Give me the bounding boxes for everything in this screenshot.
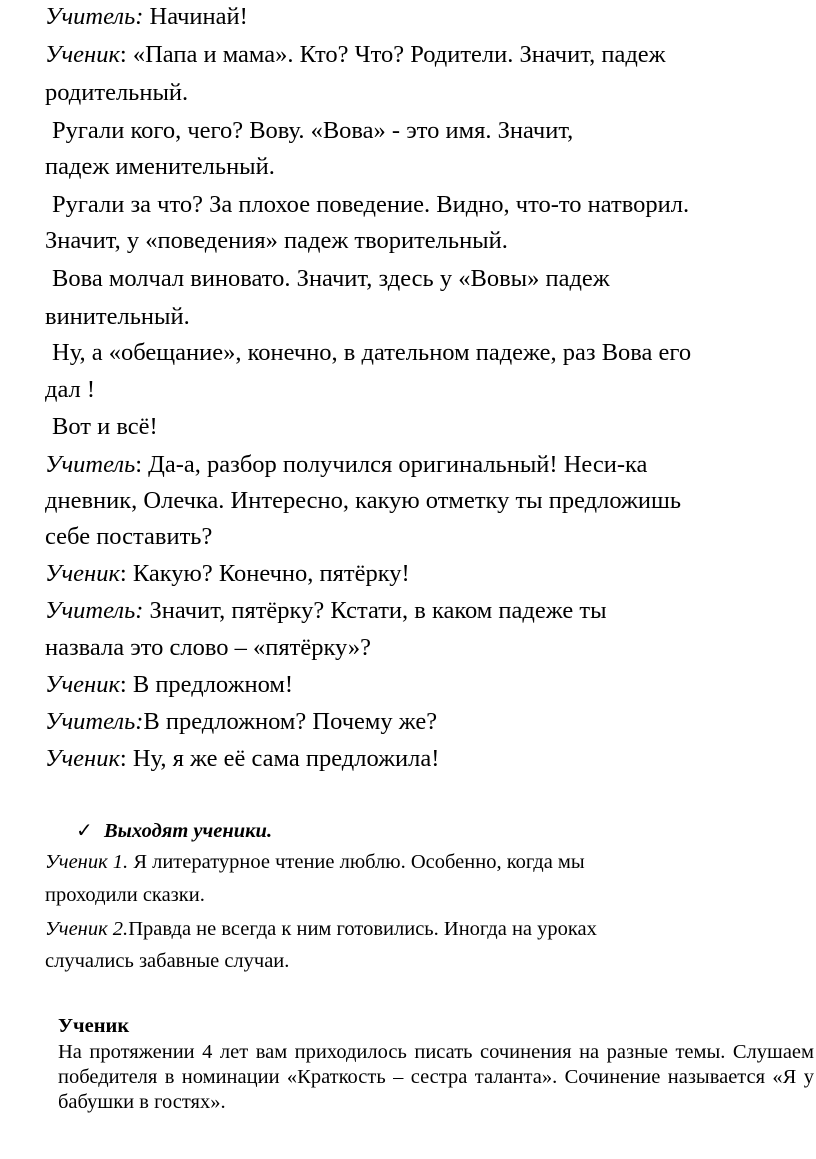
- line-text: дневник, Олечка. Интересно, какую отметку ты предложишь: [45, 487, 682, 514]
- line-text: : Ну, я же её сама предложила!: [119, 745, 440, 772]
- speaker-label: Ученик 2.: [45, 918, 129, 940]
- dialogue-line: [45, 522, 212, 552]
- line-text: случались забавные случаи.: [45, 950, 290, 972]
- line-text: : Какую? Конечно, пятёрку!: [119, 560, 410, 587]
- dialogue-line: [45, 375, 95, 405]
- final-paragraph: На протяжении 4 лет вам приходилось писать сочинения на разные темы. Слушаем победителя в номинации «Краткость – сестра таланта». Сочинение называется «Я у бабушки в гостях».: [58, 1041, 814, 1113]
- dialogue-line: [52, 190, 689, 220]
- line-text: Я литературное чтение люблю. Особенно, когда мы: [128, 851, 585, 873]
- student-line: [45, 882, 205, 908]
- line-text: Вова молчал виновато. Значит, здесь у «Вовы» падеж: [52, 265, 610, 292]
- speaker-label: Ученик: [45, 560, 120, 587]
- line-text: дал !: [45, 376, 96, 403]
- student-line: [45, 948, 289, 974]
- dialogue-line: [45, 226, 508, 256]
- speaker-label: Ученик: [45, 745, 120, 772]
- final-heading: Ученик: [58, 1015, 130, 1037]
- dialogue-line: [45, 2, 248, 32]
- line-text: родительный.: [45, 79, 189, 106]
- dialogue-line: [52, 412, 158, 442]
- dialogue-line: [45, 707, 437, 737]
- speaker-label: Учитель:: [45, 597, 144, 624]
- line-text: Ругали за что? За плохое поведение. Видно, что-то натворил.: [52, 191, 690, 218]
- line-text: Значит, у «поведения» падеж творительный.: [45, 227, 508, 254]
- line-text: Ругали кого, чего? Вову. «Вова» - это имя. Значит,: [52, 117, 574, 144]
- dialogue-line: [45, 670, 293, 700]
- line-text: назвала это слово – «пятёрку»?: [45, 634, 372, 661]
- line-text: Начинай!: [143, 3, 248, 30]
- dialogue-line: [45, 559, 410, 589]
- dialogue-line: [45, 486, 681, 516]
- line-text: падеж именительный.: [45, 153, 275, 180]
- dialogue-line: [45, 78, 188, 108]
- speaker-label: Учитель: [45, 451, 136, 478]
- speaker-label: Ученик: [45, 41, 120, 68]
- speaker-label: Ученик 1.: [45, 851, 129, 873]
- student-line: [45, 916, 597, 942]
- dialogue-line: [52, 264, 610, 294]
- dialogue-line: [52, 116, 573, 146]
- line-text: Значит, пятёрку? Кстати, в каком падеже ты: [143, 597, 607, 624]
- line-text: : Да-а, разбор получился оригинальный! Неси-ка: [135, 451, 648, 478]
- speaker-label: Ученик: [45, 671, 120, 698]
- dialogue-line: [45, 450, 647, 480]
- line-text: В предложном? Почему же?: [143, 708, 438, 735]
- checkmark-icon: ✓: [76, 820, 93, 842]
- dialogue-line: [45, 744, 439, 774]
- dialogue-line: [45, 302, 190, 332]
- line-text: Правда не всегда к ним готовились. Иногда на уроках: [128, 918, 597, 940]
- speaker-label: Учитель:: [45, 708, 144, 735]
- speaker-label: Учитель:: [45, 3, 144, 30]
- line-text: себе поставить?: [45, 523, 213, 550]
- line-text: проходили сказки.: [45, 884, 205, 906]
- student-line: [45, 849, 585, 875]
- dialogue-line: [45, 40, 666, 70]
- line-text: Вот и всё!: [52, 413, 158, 440]
- dialogue-line: [45, 596, 607, 626]
- dialogue-line: [45, 633, 371, 663]
- line-text: : В предложном!: [119, 671, 294, 698]
- section-heading: Выходят ученики.: [104, 820, 273, 842]
- line-text: винительный.: [45, 303, 190, 330]
- dialogue-line: [45, 152, 275, 182]
- line-text: : «Папа и мама». Кто? Что? Родители. Значит, падеж: [119, 41, 666, 68]
- line-text: Ну, а «обещание», конечно, в дательном падеже, раз Вова его: [52, 339, 692, 366]
- dialogue-line: [52, 338, 691, 368]
